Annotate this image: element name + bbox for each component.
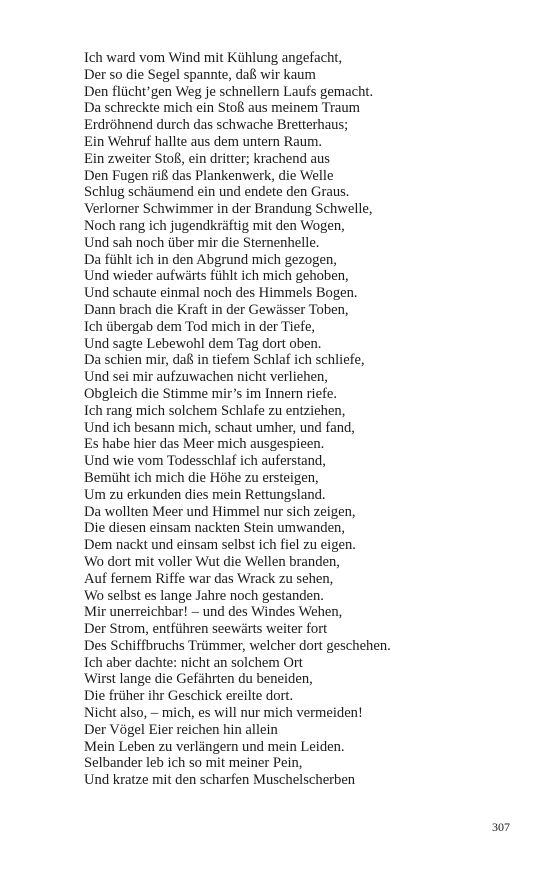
poem-line: Und ich besann mich, schaut umher, und fand,	[84, 419, 355, 436]
poem-line: Dann brach die Kraft in der Gewässer Toben,	[84, 301, 349, 318]
poem-line: Ich übergab dem Tod mich in der Tiefe,	[84, 318, 316, 335]
poem-line: Und sei mir aufzuwachen nicht verliehen,	[84, 369, 328, 386]
poem-line: Den flücht’gen Weg je schnellern Laufs gemacht.	[84, 83, 374, 100]
poem-line: Erdröhnend durch das schwache Bretterhaus;	[84, 117, 349, 134]
poem-line: Verlorner Schwimmer in der Brandung Schwelle,	[84, 201, 373, 218]
poem-text	[84, 50, 524, 789]
poem-line: Ein zweiter Stoß, ein dritter; krachend aus	[84, 150, 330, 167]
poem-line: Es habe hier das Meer mich ausgespieen.	[84, 436, 325, 453]
poem-line: Da fühlt ich in den Abgrund mich gezogen,	[84, 251, 337, 268]
poem-line: Mir unerreichbar! – und des Windes Wehen,	[84, 604, 343, 621]
poem-line: Wo selbst es lange Jahre noch gestanden.	[84, 587, 324, 604]
poem-line: Und wieder aufwärts fühlt ich mich gehoben,	[84, 268, 349, 285]
poem-line: Da schreckte mich ein Stoß aus meinem Traum	[84, 100, 361, 117]
poem-line: Noch rang ich jugendkräftig mit den Wogen,	[84, 217, 345, 234]
poem-line: Nicht also, – mich, es will nur mich vermeiden!	[84, 705, 363, 722]
poem-line: Den Fugen riß das Plankenwerk, die Welle	[84, 167, 334, 184]
poem-line: Obgleich die Stimme mir’s im Innern riefe.	[84, 385, 338, 402]
poem-line: Die früher ihr Geschick ereilte dort.	[84, 688, 294, 705]
poem-line: Ich ward vom Wind mit Kühlung angefacht,	[84, 50, 343, 66]
poem-line: Dem nackt und einsam selbst ich fiel zu eigen.	[84, 537, 356, 554]
poem-line: Selbander leb ich so mit meiner Pein,	[84, 755, 303, 772]
poem-line: Der Strom, entführen seewärts weiter fort	[84, 621, 328, 638]
poem-line: Ich rang mich solchem Schlafe zu entziehen,	[84, 402, 346, 419]
poem-line: Und wie vom Todesschlaf ich auferstand,	[84, 453, 326, 470]
poem-line: Schlug schäumend ein und endete den Graus.	[84, 184, 350, 201]
poem-line: Da schien mir, daß in tiefem Schlaf ich schliefe,	[84, 352, 365, 369]
poem-line: Bemüht ich mich die Höhe zu ersteigen,	[84, 469, 319, 486]
poem-line: Mein Leben zu verlängern und mein Leiden.	[84, 738, 345, 755]
poem-line: Um zu erkunden dies mein Rettungsland.	[84, 486, 326, 503]
poem-line: Wo dort mit voller Wut die Wellen branden,	[84, 553, 340, 570]
poem-line: Da wollten Meer und Himmel nur sich zeigen,	[84, 503, 356, 520]
poem-line: Und kratze mit den scharfen Muschelscherben	[84, 772, 356, 789]
page-number: 307	[492, 820, 510, 834]
poem-line: Auf fernem Riffe war das Wrack zu sehen,	[84, 570, 334, 587]
poem-line: Und sah noch über mir die Sternenhelle.	[84, 234, 320, 251]
poem-line: Ein Wehruf hallte aus dem untern Raum.	[84, 133, 323, 150]
poem-line: Und schaute einmal noch des Himmels Bogen.	[84, 285, 358, 302]
poem-line: Des Schiffbruchs Trümmer, welcher dort geschehen.	[84, 637, 391, 654]
poem-line: Der Vögel Eier reichen hin allein	[84, 721, 278, 738]
poem-line: Wirst lange die Gefährten du beneiden,	[84, 671, 313, 688]
poem-line: Ich aber dachte: nicht an solchem Ort	[84, 654, 303, 671]
poem-line: Der so die Segel spannte, daß wir kaum	[84, 66, 316, 83]
poem-line: Und sagte Lebewohl dem Tag dort oben.	[84, 335, 322, 352]
poem-line: Die diesen einsam nackten Stein umwanden,	[84, 520, 345, 537]
